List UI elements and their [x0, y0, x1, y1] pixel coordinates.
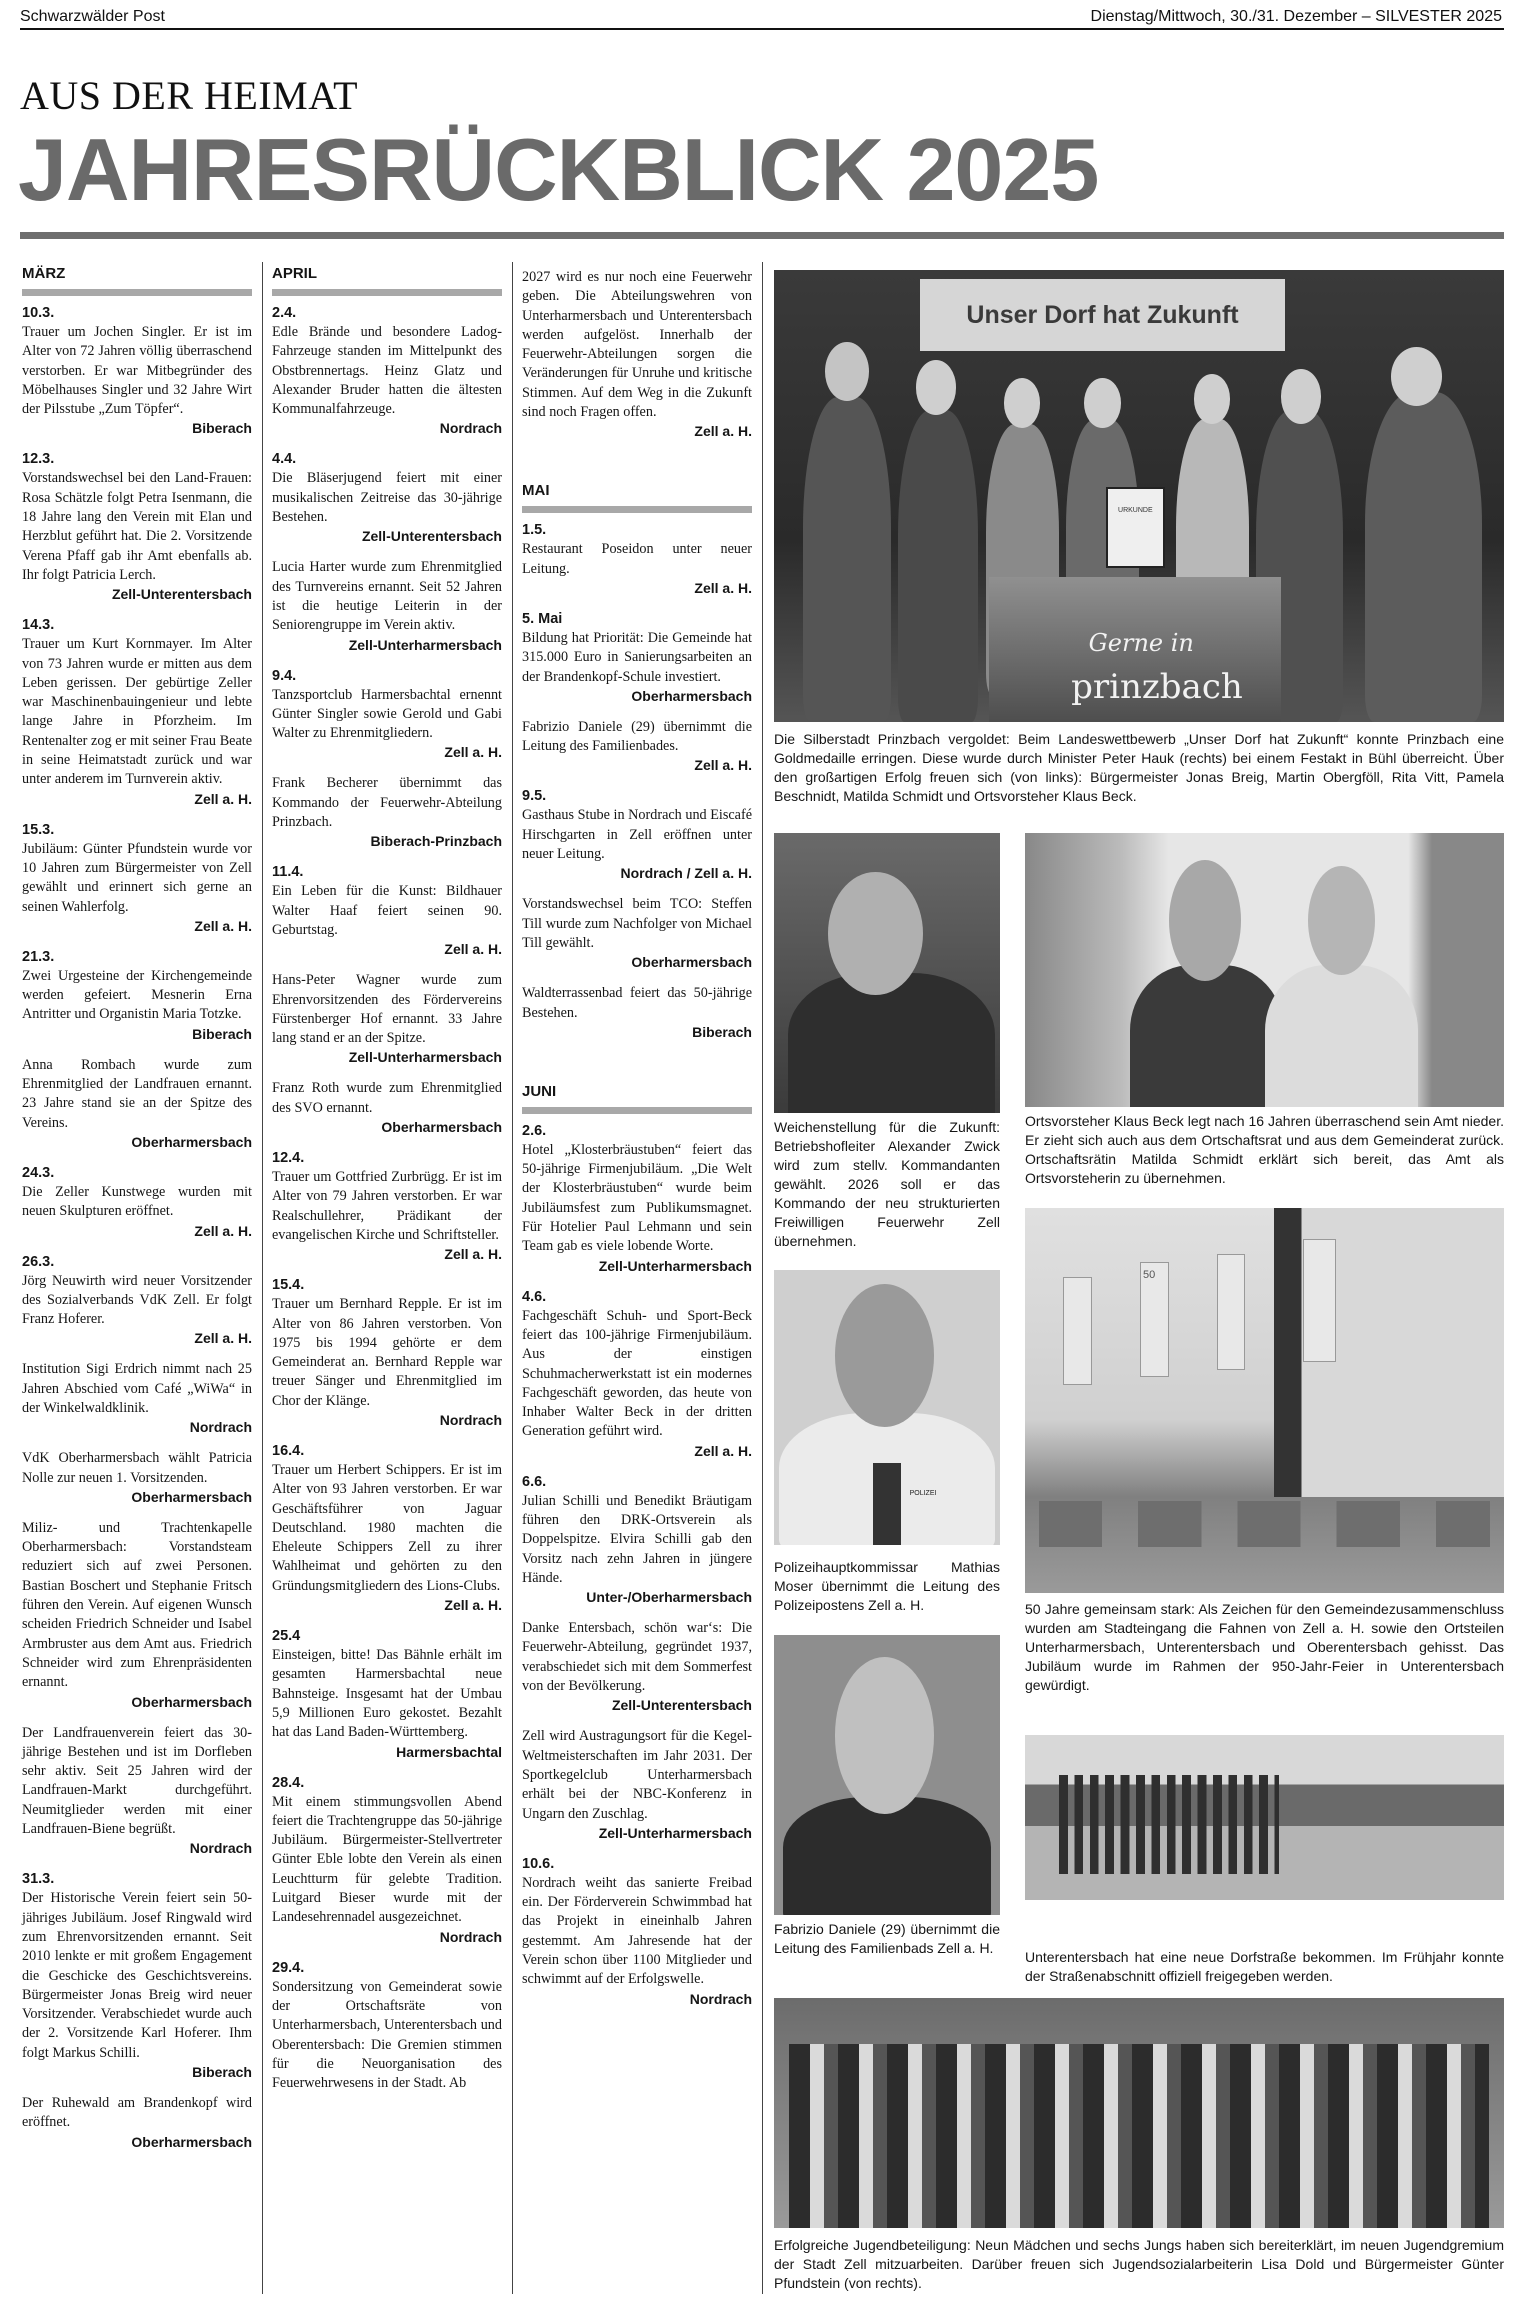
entry-date: 2.6. [522, 1122, 547, 1139]
news-entry [22, 450, 252, 604]
news-entry [272, 774, 502, 851]
entry-date: 4.6. [522, 1288, 547, 1305]
column-divider [762, 262, 763, 2294]
news-entry [272, 558, 502, 654]
photo-klaus-beck-matilda-schmidt [1025, 833, 1504, 1107]
entry-place: Biberach [192, 1025, 252, 1042]
entry-date: 10.3. [22, 305, 55, 321]
month-bar [522, 506, 752, 513]
entry-text: Danke Entersbach, schön war‘s: Die Feuerwehr-Abteilung, gegründet 1937, verabschiedet sich mit dem Sommerfest von der Bevölkerung. [522, 1620, 752, 1695]
flag [1063, 1277, 1092, 1385]
entry-place: Zell a. H. [194, 790, 252, 807]
group-of-people [1059, 1775, 1279, 1874]
month-heading: APRIL [272, 265, 317, 282]
caption-award: Die Silberstadt Prinzbach vergoldet: Beim Landeswettbewerb „Unser Dorf hat Zukunft“ konnte Prinzbach eine Goldmedaille erringen. Diese wurde durch Minister Peter Hauk (rechts) bei einem Festakt in Bühl überreicht. Über den großartigen Erfolg freuen sich (von links): Bürgermeister Jonas Breig, Martin Obergföll, Rita Vitt, Pamela Beschnidt, Matilda Schmidt und Ortsvorsteher Klaus Beck. [774, 731, 1504, 804]
news-entry [22, 1253, 252, 1349]
photo-jugendgremium [774, 1998, 1504, 2228]
person-head [1194, 374, 1231, 424]
entry-text: Der Landfrauenverein feiert das 30-jährige Bestehen und ist im Dorfleben sehr aktiv. Seit 25 Jahren wird der Landfrauen-Markt durchgeführt. Neumitglieder werden mit einer Landfrauen-Biene begrüßt. [22, 1724, 252, 1838]
entry-place: Zell a. H. [194, 1330, 252, 1347]
entry-text: Miliz- und Trachtenkapelle Oberharmersbach: Vorstandsteam reduziert sich auf zwei Personen. Bastian Boschert und Stephanie Fritsch führen den Verein. Auf eigenen Wunsch scheiden Friedrich Schneider und Isabel Armbruster aus dem Amt aus. Friedrich Schneider wird zum Ehrenpräsidenten ernannt. [22, 1519, 252, 1691]
person-figure [1265, 965, 1418, 1107]
month-heading: JUNI [522, 1082, 557, 1100]
news-entry [22, 1519, 252, 1712]
entry-text: Nordrach weiht das sanierte Freibad ein. Der Förderverein Schwimmbad hat das Projekt in eineinhalb Jahren gestemmt. Am Jahresende hat der Verein schon über 1100 Mitglieder und schwimmt auf der Erfolgswelle. [522, 1874, 752, 1988]
person-head [1281, 369, 1321, 423]
news-entry [522, 1855, 752, 2009]
person-figure [788, 973, 996, 1113]
person-head [1308, 866, 1375, 976]
entry-place: Zell-Unterentersbach [611, 1697, 752, 1714]
entry-place: Oberharmersbach [631, 687, 752, 704]
news-entry [522, 268, 752, 441]
person-figure [1130, 965, 1283, 1107]
news-entry [22, 948, 252, 1044]
entry-place: Zell a. H. [194, 917, 252, 934]
person-head [1391, 347, 1442, 406]
photo-mathias-moser [774, 1270, 1000, 1545]
entry-date: 2.4. [272, 305, 297, 321]
page-header [20, 4, 1502, 30]
entry-date: 12.4. [272, 1150, 305, 1167]
news-entry [272, 1276, 502, 1430]
news-entry [22, 1870, 252, 2082]
person-head [835, 1657, 934, 1814]
month-bar [22, 289, 252, 296]
news-entry [22, 1164, 252, 1241]
entry-text: Der Ruhewald am Brandenkopf wird eröffnet. [22, 2095, 252, 2131]
entry-date: 4.4. [272, 451, 297, 468]
caption-moser: Polizeihauptkommissar Mathias Moser übernimmt die Leitung des Polizeipostens Zell a. H. [774, 1559, 1000, 1613]
entry-text: Vorstandswechsel bei den Land-Frauen: Rosa Schätzle folgt Petra Isenmann, die 18 Jahre lang den Verein mit Elan und Herzblut geführt hat. Die 2. Vorsitzende Verena Pfaff gab ihr Amt ebenfalls ab. Ihr folgt Patricia Lerch. [22, 470, 252, 583]
entry-date: 16.4. [272, 1442, 305, 1459]
news-entry [522, 718, 752, 776]
news-entry [272, 304, 502, 438]
photo-alexander-zwick [774, 833, 1000, 1113]
entry-text: Edle Brände und besondere Ladog-Fahrzeuge standen im Mittelpunkt des Obstbrennertags. Heinz Glatz und Alexander Bruder hatten die ältesten Kommunalfahrzeuge. [272, 324, 502, 418]
news-entry [272, 1442, 502, 1615]
entry-text: Frank Becherer übernimmt das Kommando der Feuerwehr-Abteilung Prinzbach. [272, 775, 502, 831]
news-entry [522, 787, 752, 883]
entry-text: Trauer um Jochen Singler. Er ist im Alter von 72 Jahren völlig überraschend verstorben. Er war Mitbegründer des Möbelhauses Singler und 32 Jahre Wirt der Pilsstube „Zum Töpfer“. [22, 324, 252, 418]
person-figure [898, 410, 978, 722]
entry-date: 5. Mai [522, 610, 563, 627]
entry-text: Anna Rombach wurde zum Ehrenmitglied der Landfrauen ernannt. 23 Jahre stand sie an der Spitze des Vereins. [22, 1056, 252, 1131]
group-of-people [789, 2044, 1490, 2228]
entry-place: Nordrach [689, 1990, 752, 2007]
entry-text: Trauer um Kurt Kornmayer. Im Alter von 73 Jahren wurde er mitten aus dem Leben gerissen. Der gebürtige Zeller war Maschinenbauingenieur und lebte lange Jahre in Pforzheim. Im Rentenalter zog er mit seiner Frau Beate in seine Heimatstadt zurück und war unter anderem im Turnverein aktiv. [22, 636, 252, 788]
news-entry [22, 821, 252, 936]
news-entry [522, 521, 752, 598]
police-badge-text: POLIZEI [909, 1490, 937, 1497]
entry-text: VdK Oberharmersbach wählt Patricia Nolle zur neuen 1. Vorsitzenden. [22, 1450, 252, 1486]
entry-text: Zell wird Austragungsort für die Kegel-Weltmeisterschaften im Jahr 2031. Der Sportkegelclub Unterharmersbach erhält bei der NBC-Konferenz in Ungarn den Zuschlag. [522, 1728, 752, 1822]
news-entry [522, 610, 752, 706]
flag [1303, 1239, 1337, 1362]
entry-place: Oberharmersbach [131, 1693, 252, 1710]
entry-text: Restaurant Poseidon unter neuer Leitung. [522, 541, 752, 577]
section-spacer [522, 453, 752, 479]
news-entry [22, 1056, 252, 1152]
news-entry [522, 1122, 752, 1276]
entry-text: Die Bläserjugend feiert mit einer musikalischen Zeitreise das 30-jährige Bestehen. [272, 470, 502, 526]
caption-street: Unterentersbach hat eine neue Dorfstraße bekommen. Im Frühjahr konnte der Straßenabschnitt offiziell freigegeben werden. [1025, 1949, 1504, 1984]
entry-text: Der Historische Verein feiert sein 50-jähriges Jubiläum. Josef Ringwald wird zum Ehrenvorsitzenden ernannt. Seit 2010 lenkte er mit großem Engagement die Geschicke des Geschichtsvereins. Bürgermeister Jonas Breig wird neuer Vorsitzender. Verabschiedet wurde auch der 2. Vorsitzende Karl Hoferer. Ihm folgt Markus Schilli. [22, 1890, 252, 2061]
page-headline: JAHRESRÜCKBLICK 2025 [18, 120, 1099, 219]
entry-date: 9.5. [522, 788, 547, 805]
entry-place: Zell-Unterentersbach [111, 586, 252, 603]
caption-zwick: Weichenstellung für die Zukunft: Betriebshofleiter Alexander Zwick wird zum stellv. Kommandanten gewählt. 2026 soll er das Kommando der neu strukturierten Freiwilligen Feuerwehr Zell übernehmen. [774, 1119, 1000, 1249]
entry-text: Institution Sigi Erdrich nimmt nach 25 Jahren Abschied vom Café „WiWa“ in der Winkelwaldklinik. [22, 1361, 252, 1416]
news-entry [22, 304, 252, 438]
month-heading: MAI [522, 482, 550, 500]
month-bar [272, 289, 502, 296]
entry-date: 15.3. [22, 821, 55, 838]
banner-unser-dorf: Unser Dorf hat Zukunft [920, 279, 1285, 351]
entry-place: Nordrach [189, 1419, 252, 1436]
entry-text: Sondersitzung von Gemeinderat sowie der Ortschaftsräte von Unterharmersbach, Unterentersbach und Oberentersbach: Die Gremien stimmen für die Neuorganisation des Feuerwehrwesens in der Stadt. Ab [272, 1978, 502, 2092]
entry-place: Zell a. H. [694, 579, 752, 596]
entry-place: Oberharmersbach [131, 2133, 252, 2150]
entry-date: 28.4. [272, 1774, 305, 1791]
news-entry [272, 1079, 502, 1137]
entry-text: Lucia Harter wurde zum Ehrenmitglied des Turnvereins ernannt. Seit 52 Jahren ist die heutige Leiterin in der Seniorengruppe im Verein aktiv. [272, 559, 502, 634]
entry-place: Zell-Unterharmersbach [598, 1257, 752, 1274]
entry-text: Trauer um Herbert Schippers. Er ist im Alter von 93 Jahren verstorben. Er war Geschäftsführer von Jaguar Deutschland. 1980 machten die Eheleute Schippers Zell zu ihrer Wahlheimat und gehörten zu den Gründungsmitgliedern des Lions-Clubs. [272, 1461, 502, 1594]
person-head [916, 360, 956, 414]
entry-place: Biberach [192, 420, 252, 437]
person-head [835, 1284, 934, 1427]
entry-place: Zell-Unterharmersbach [348, 1049, 502, 1066]
entry-text: 2027 wird es nur noch eine Feuerwehr geben. Die Abteilungswehren von Unterharmersbach und Unterentersbach werden aufgelöst. Innerhalb der Feuerwehr-Abteilungen sorgen die Veränderungen für Unruhe und kritische Stimmen. Auf dem Weg in die Zukunft sind noch Fragen offen. [522, 269, 752, 421]
month-bar [522, 1107, 752, 1114]
entry-date: 29.4. [272, 1959, 305, 1976]
person-head [1169, 860, 1241, 981]
entry-place: Zell a. H. [444, 941, 502, 958]
entry-text: Jubiläum: Günter Pfundstein wurde vor 10 Jahren zum Bürgermeister von Zell gewählt und erinnert sich gerne an seinen Wahlerfolg. [22, 840, 252, 915]
entry-date: 21.3. [22, 948, 55, 965]
entry-text: Franz Roth wurde zum Ehrenmitglied des SVO ernannt. [272, 1080, 502, 1116]
entry-place: Zell-Unterharmersbach [598, 1824, 752, 1841]
entry-text: Hotel „Klosterbräustuben“ feiert das 50-jährige Firmenjubiläum. „Die Welt der Klosterbräustuben“ wurde beim Jubiläumsfest zum Publikumsmagnet. Für Hotelier Paul Lehmann und sein Team gab es viele lobende Worte. [522, 1141, 752, 1255]
entry-place: Unter-/Oberharmersbach [586, 1589, 752, 1606]
entry-place: Oberharmersbach [131, 1133, 252, 1150]
caption-flags: 50 Jahre gemeinsam stark: Als Zeichen für den Gemeindezusammenschluss wurden am Stadteingang die Fahnen von Zell a. H. sowie den Ortsteilen Unterharmersbach, Unterentersbach und Oberentersbach gehisst. Das Jubiläum wurde im Rahmen der 950-Jahr-Feier in Unterentersbach gewürdigt. [1025, 1601, 1504, 1693]
news-entry [22, 1360, 252, 1437]
entry-text: Hans-Peter Wagner wurde zum Ehrenvorsitzenden des Fördervereins Fürstenberger Hof ernannt. 33 Jahre lang stand er an der Spitze. [272, 972, 502, 1047]
column-divider [262, 262, 263, 2294]
entry-place: Nordrach / Zell a. H. [620, 865, 752, 882]
entry-place: Zell a. H. [444, 744, 502, 761]
poster-gerne-in-prinzbach [989, 577, 1281, 722]
certificate: URKUNDE [1106, 487, 1164, 568]
entry-place: Zell a. H. [444, 1597, 502, 1614]
entry-text: Julian Schilli und Benedikt Bräutigam führen den DRK-Ortsverein als Doppelspitze. Elvira Schilli gab den Vorsitz nach zehn Jahren in jüngere Hände. [522, 1492, 752, 1586]
news-entry [522, 1727, 752, 1842]
entry-place: Zell a. H. [694, 423, 752, 440]
entry-date: 12.3. [22, 451, 55, 468]
person-figure [1365, 392, 1482, 722]
news-entry [272, 667, 502, 763]
tie [873, 1463, 900, 1546]
person-head [1084, 378, 1121, 428]
entry-place: Biberach [192, 2064, 252, 2080]
entry-place: Zell a. H. [444, 1246, 502, 1263]
news-entry [522, 984, 752, 1042]
entry-text: Fachgeschäft Schuh- und Sport-Beck feiert das 100-jährige Firmenjubiläum. Aus der einstigen Schuhmacherwerkstatt ist ein modernes Fachgeschäft geworden, das heute von Inhaber Walter Beck in der dritten Generation geführt wird. [522, 1307, 752, 1440]
news-entry [272, 1959, 502, 2094]
person-head [1004, 378, 1041, 428]
entry-place: Zell a. H. [194, 1222, 252, 1239]
entry-date: 1.5. [522, 522, 547, 539]
person-figure [783, 1797, 991, 1915]
news-entry [272, 450, 502, 546]
text-column-maerz [22, 262, 252, 2164]
entry-date: 26.3. [22, 1253, 55, 1270]
photo-award-ceremony [774, 270, 1504, 722]
entry-date: 6.6. [522, 1473, 547, 1490]
flag-text: 50 [1142, 1268, 1156, 1281]
flag [1140, 1262, 1169, 1378]
header-divider [20, 28, 1504, 30]
poster-text: Gerne in [1088, 629, 1194, 658]
news-entry [272, 1627, 502, 1761]
entry-text: Die Zeller Kunstwege wurden mit neuen Skulpturen eröffnet. [22, 1183, 252, 1220]
photo-dorfstrasse [1025, 1735, 1504, 1900]
news-entry [272, 1149, 502, 1264]
entry-text: Tanzsportclub Harmersbachtal ernennt Günter Singler sowie Gerold und Gabi Walter zu Ehrenmitgliedern. [272, 686, 502, 742]
news-entry [22, 1449, 252, 1507]
news-entry [272, 971, 502, 1067]
entry-date: 25.4 [272, 1628, 301, 1645]
entry-place: Nordrach [439, 1928, 502, 1945]
entry-text: Mit einem stimmungsvollen Abend feiert die Trachtengruppe das 50-jährige Jubiläum. Bürgermeister-Stellvertreter Günter Eble lobte den Verein als einen Leuchtturm für gelebte Tradition. Luitgard Bieser wurde mit der Landesehrennadel ausgezeichnet. [272, 1793, 502, 1926]
news-entry [22, 2094, 252, 2152]
poster-text: prinzbach [1071, 667, 1243, 708]
entry-text: Trauer um Gottfried Zurbrügg. Er ist im Alter von 79 Jahren verstorben. Er war Realschullehrer, Prädikant der evangelischen Kirche und Schriftsteller. [272, 1169, 502, 1243]
text-column-mai-juni [522, 268, 752, 2021]
entry-text: Jörg Neuwirth wird neuer Vorsitzender des Sozialverbands VdK Zell. Er folgt Franz Hoferer. [22, 1272, 252, 1328]
entry-date: 10.6. [522, 1855, 555, 1872]
entry-place: Zell a. H. [694, 1442, 752, 1459]
dateline: Dienstag/Mittwoch, 30./31. Dezember – SILVESTER 2025 [1090, 8, 1502, 25]
entry-place: Nordrach [439, 1411, 502, 1428]
entry-text: Waldterrassenbad feiert das 50-jährige Bestehen. [522, 985, 752, 1021]
entry-place: Zell a. H. [694, 757, 752, 774]
news-entry [272, 863, 502, 959]
entry-place: Biberach-Prinzbach [370, 833, 502, 850]
entry-place: Zell-Unterentersbach [361, 528, 502, 545]
news-entry [522, 1288, 752, 1461]
entry-date: 15.4. [272, 1277, 305, 1294]
entry-place: Biberach [692, 1023, 752, 1040]
entry-date: 31.3. [22, 1871, 55, 1888]
entry-text: Fabrizio Daniele (29) übernimmt die Leitung des Familienbades. [522, 718, 752, 755]
news-entry [22, 1724, 252, 1859]
news-entry [272, 1774, 502, 1947]
caption-daniele: Fabrizio Daniele (29) übernimmt die Leitung des Familienbads Zell a. H. [774, 1921, 1000, 1956]
photo-flags-stadteingang [1025, 1208, 1504, 1593]
entry-place: Oberharmersbach [631, 954, 752, 971]
person-figure [803, 397, 891, 722]
news-entry [522, 1473, 752, 1607]
planter-row [1039, 1501, 1489, 1547]
news-entry [522, 1619, 752, 1715]
entry-place: Zell-Unterharmersbach [348, 636, 502, 653]
news-entry [22, 616, 252, 808]
entry-place: Harmersbachtal [396, 1743, 502, 1760]
entry-place: Oberharmersbach [381, 1119, 502, 1136]
photo-fabrizio-daniele [774, 1635, 1000, 1915]
entry-text: Trauer um Bernhard Repple. Er ist im Alter von 86 Jahren verstorben. Von 1975 bis 1994 gehörte er dem Gemeinderat an. Bernhard Repple war treuer Sänger und Ehrenmitglied im Chor der Klänge. [272, 1296, 502, 1409]
text-column-april [272, 262, 502, 2105]
person-head [828, 872, 923, 995]
entry-text: Bildung hat Priorität: Die Gemeinde hat 315.000 Euro in Sanierungsarbeiten an der Brandenkopf-Schule investiert. [522, 629, 752, 685]
entry-text: Vorstandswechsel beim TCO: Steffen Till wurde zum Nachfolger von Michael Till gewählt. [522, 896, 752, 951]
caption-youth: Erfolgreiche Jugendbeteiligung: Neun Mädchen und sechs Jungs haben sich bereiterklärt, im neuen Jugendgremium der Stadt Zell mitzuarbeiten. Darüber freuen sich Jugendsozialarbeiterin Lisa Dold und Bürgermeister Günter Pfundstein (von rechts). [774, 2237, 1504, 2291]
entry-text: Zwei Urgesteine der Kirchengemeinde werden gefeiert. Mesnerin Erna Antritter und Organistin Maria Totzke. [22, 967, 252, 1023]
news-entry [522, 895, 752, 972]
entry-date: 24.3. [22, 1164, 55, 1181]
section-kicker: AUS DER HEIMAT [20, 73, 359, 118]
section-spacer [522, 1054, 752, 1080]
entry-date: 9.4. [272, 667, 297, 684]
publication-name: Schwarzwälder Post [20, 8, 165, 25]
entry-place: Nordrach [439, 420, 502, 437]
month-heading: MÄRZ [22, 265, 66, 282]
person-head [825, 342, 869, 401]
entry-date: 14.3. [22, 617, 55, 634]
entry-date: 11.4. [272, 864, 304, 881]
entry-text: Einsteigen, bitte! Das Bähnle erhält im gesamten Harmersbachtal neue Bahnsteige. Insgesamt hat der Umbau 5,9 Millionen Euro gekostet. Bezahlt hat das Land Baden-Württemberg. [272, 1647, 502, 1741]
caption-beck: Ortsvorsteher Klaus Beck legt nach 16 Jahren überraschend sein Amt nieder. Er zieht sich auch aus dem Ortschaftsrat und aus dem Gemeinderat zurück. Ortschaftsrätin Matilda Schmidt erklärt sich bereit, das Amt als Ortsvorsteherin zu übernehmen. [1025, 1113, 1504, 1186]
entry-text: Gasthaus Stube in Nordrach und Eiscafé Hirschgarten in Zell eröffnen unter neuer Leitung. [522, 807, 752, 863]
entry-place: Oberharmersbach [131, 1488, 252, 1505]
column-divider [512, 262, 513, 2294]
entry-text: Ein Leben für die Kunst: Bildhauer Walter Haaf feiert seinen 90. Geburtstag. [272, 883, 502, 938]
headline-divider [20, 232, 1504, 239]
entry-place: Nordrach [189, 1840, 252, 1857]
flag [1217, 1254, 1246, 1370]
